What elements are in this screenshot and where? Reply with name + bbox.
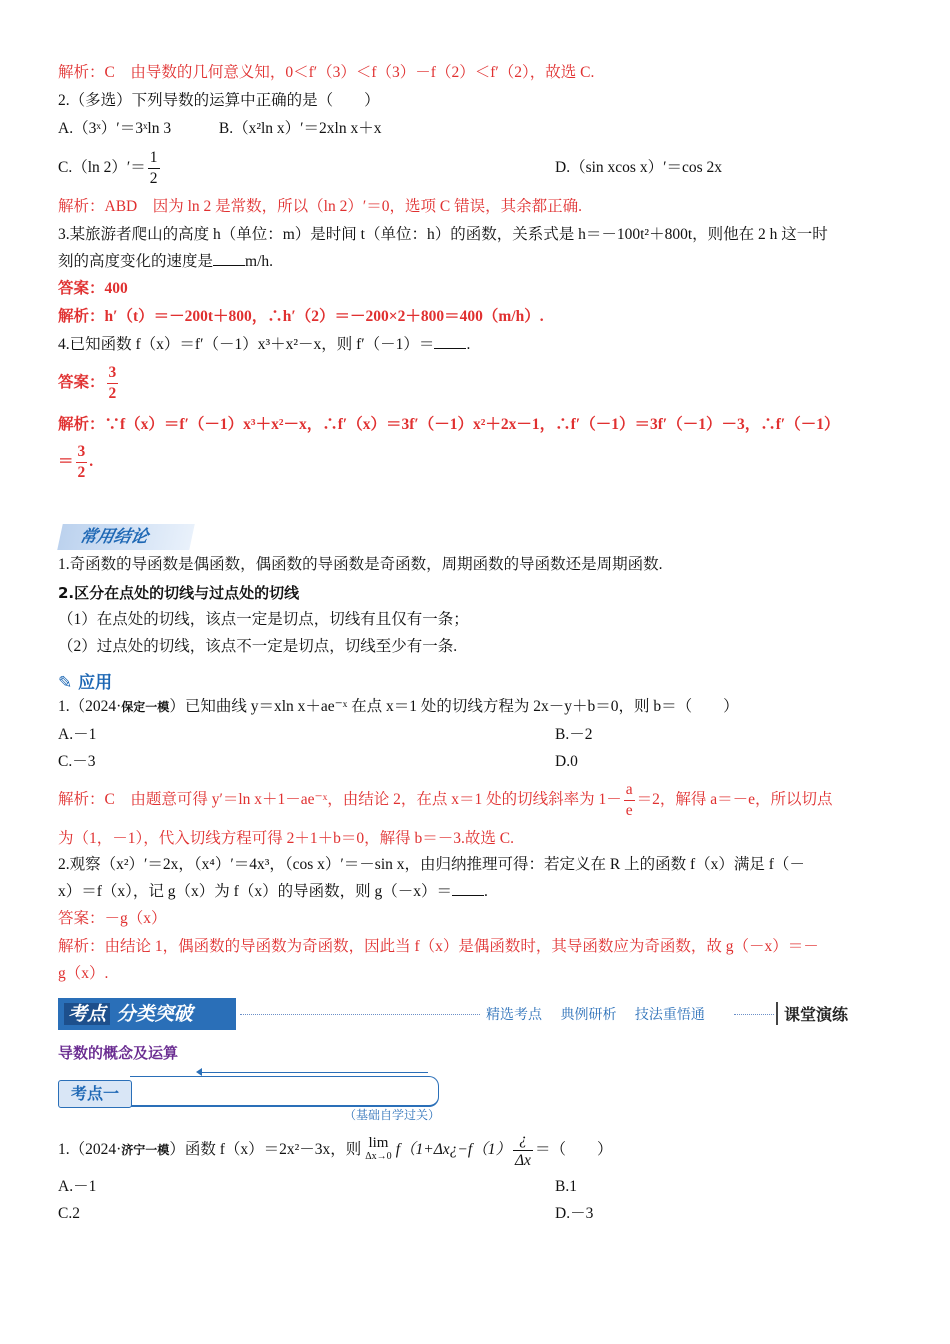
answer-line: 答案：－g（x） <box>58 910 167 927</box>
solution-line <box>58 440 93 484</box>
application-q1 <box>58 696 739 718</box>
denominator: 2 <box>108 384 117 402</box>
text: 应用 <box>78 673 113 693</box>
conclusion-2b: （2）过点处的切线，该点不一定是切点，切线至少有一条. <box>58 638 458 655</box>
numerator: 1 <box>148 148 160 169</box>
limit-symbol: lim <box>368 1135 389 1152</box>
option-c <box>58 148 162 189</box>
option-a <box>58 118 381 140</box>
banner-right: 课堂演练 <box>776 1002 848 1025</box>
solution-line <box>58 778 833 822</box>
denominator: Δx <box>514 1151 531 1169</box>
limit <box>365 1136 391 1164</box>
answer-blank <box>434 334 466 349</box>
edit-icon: ✎ <box>58 673 73 693</box>
option-b: B.－2 <box>555 726 593 743</box>
solution-line: 解析：∵f（x）＝f′（－1）x³＋x²－x，∴f′（x）＝3f′（－1）x²＋2x－1，∴f′（－1）＝3f′（－1）－3，∴f′（－1） <box>58 416 840 433</box>
text: x）＝f（x），记 g（x）为 f（x）的导函数，则 g（－x）＝ <box>58 883 452 900</box>
solution-line: 解析：h′（t）＝－200t＋800，∴h′（2）＝－200×2＋800＝400（m/h）. <box>58 308 544 325</box>
final-question <box>58 1128 612 1172</box>
limit-subscript: Δx→0 <box>365 1151 392 1163</box>
option-a-text: A.（3ˣ）′＝3ˣln 3 <box>58 120 172 137</box>
option-d: D.（sin xcos x）′＝cos 2x <box>555 159 722 176</box>
banner-item: 典例研析 <box>560 1007 617 1023</box>
banner-item: 精选考点 <box>486 1007 542 1023</box>
conclusion-1: 1.奇函数的导函数是偶函数，偶函数的导函数是奇函数，周期函数的导函数还是周期函数. <box>58 556 663 573</box>
denominator: 2 <box>77 463 86 481</box>
text: ＝2，解得 a＝－e，所以切点 <box>636 791 833 808</box>
question-3-line2 <box>58 251 273 273</box>
option-d: D.0 <box>555 753 578 770</box>
text: 答案： <box>58 374 105 391</box>
answer-blank <box>452 881 484 896</box>
answer-line <box>58 360 120 406</box>
fraction <box>513 1130 533 1171</box>
option-c: C.－3 <box>58 753 96 770</box>
text: 刻的高度变化的速度是 <box>58 253 214 270</box>
option-b: B.1 <box>555 1178 577 1195</box>
arrow-left-icon <box>198 1072 428 1073</box>
topic-title: 导数的概念及运算 <box>58 1044 179 1062</box>
banner-items <box>486 1004 719 1024</box>
banner-title-part1: 考点 <box>64 1003 110 1025</box>
text: ＝（ ） <box>534 1141 613 1158</box>
banner-item: 技法重悟通 <box>634 1007 705 1023</box>
question-2-stem: 2.（多选）下列导数的运算中正确的是（ ） <box>58 92 380 109</box>
fraction <box>624 780 635 821</box>
solution-line: g（x）. <box>58 965 109 982</box>
source-tag: 保定一模 <box>121 700 170 714</box>
text: ＝ <box>58 453 74 470</box>
denominator: e <box>625 801 633 819</box>
expression: f（1+Δx¿−f（1） <box>395 1141 511 1158</box>
source-tag: 济宁一模 <box>121 1143 170 1157</box>
text: ）函数 f（x）＝2x²－3x，则 <box>169 1141 362 1158</box>
section-banner <box>58 998 858 1030</box>
text: . <box>466 336 471 353</box>
numerator: a <box>624 780 635 801</box>
numerator: 3 <box>76 442 88 463</box>
solution-line: 解析：由结论 1，偶函数的导函数为奇函数，因此当 f（x）是偶函数时，其导函数应为奇函数，故 g（－x）＝－ <box>58 938 819 955</box>
conclusion-2-title: 2.区分在点处的切线与过点处的切线 <box>58 584 300 602</box>
text: 解析：C 由题意可得 y′＝ln x＋1－ae⁻ˣ，由结论 2，在点 x＝1 处的切线斜率为 1－ <box>58 791 622 808</box>
text: . <box>483 883 488 900</box>
answer-line: 答案：400 <box>58 280 128 297</box>
denominator: 2 <box>149 170 158 187</box>
option-d: D.－3 <box>555 1205 594 1222</box>
question-4-stem <box>58 334 470 356</box>
option-a: A.－1 <box>58 726 97 743</box>
option-a: A.－1 <box>58 1178 97 1195</box>
kaodian-label: 考点一 <box>58 1080 132 1108</box>
section-title-application <box>58 668 112 693</box>
section-title-conclusions: 常用结论 <box>57 524 195 550</box>
solution-line: 解析：ABD 因为 ln 2 是常数，所以（ln 2）′＝0，选项 C 错误，其余都正确. <box>58 198 582 215</box>
conclusion-2a: （1）在点处的切线，该点一定是切点，切线有且仅有一条； <box>58 611 469 628</box>
kaodian-frame <box>130 1076 439 1107</box>
text: 1.（2024· <box>58 1141 122 1158</box>
question-3-line1: 3.某旅游者爬山的高度 h（单位：m）是时间 t（单位：h）的函数，关系式是 h＝－100t²＋800t，则他在 2 h 这一时 <box>58 226 828 243</box>
numerator: 3 <box>107 363 119 384</box>
text: m/h. <box>245 253 274 270</box>
application-q2-line1: 2.观察（x²）′＝2x，（x⁴）′＝4x³，（cos x）′＝－sin x，由归纳推理可得：若定义在 R 上的函数 f（x）满足 f（－ <box>58 856 805 873</box>
fraction <box>148 148 160 189</box>
banner-title-part2: 分类突破 <box>116 1003 193 1025</box>
kaodian-subtitle: （基础自学过关） <box>344 1108 441 1122</box>
fraction <box>76 442 88 483</box>
banner-title <box>58 998 236 1030</box>
option-c: C.2 <box>58 1205 80 1222</box>
solution-line: 解析：C 由导数的几何意义知，0＜f′（3）＜f（3）－f（2）＜f′（2），故选 C. <box>58 64 595 81</box>
answer-blank <box>213 251 245 266</box>
divider <box>240 1014 480 1015</box>
text: 4.已知函数 f（x）＝f′（－1）x³＋x²－x，则 f′（－1）＝ <box>58 336 435 353</box>
divider <box>734 1014 774 1015</box>
text: 1.（2024· <box>58 698 122 715</box>
option-c-text: C.（ln 2）′＝ <box>58 159 146 177</box>
text: . <box>89 453 94 470</box>
option-b-text: B.（x²ln x）′＝2xln x＋x <box>218 120 382 137</box>
application-q2-line2 <box>58 881 488 903</box>
text: ）已知曲线 y＝xln x＋ae⁻ˣ 在点 x＝1 处的切线方程为 2x－y＋b＝0，则 b＝（ ） <box>169 698 739 715</box>
fraction <box>107 363 119 404</box>
solution-line: 为（1，－1），代入切线方程可得 2＋1＋b＝0，解得 b＝－3.故选 C. <box>58 830 514 847</box>
numerator: ¿ <box>513 1130 533 1151</box>
